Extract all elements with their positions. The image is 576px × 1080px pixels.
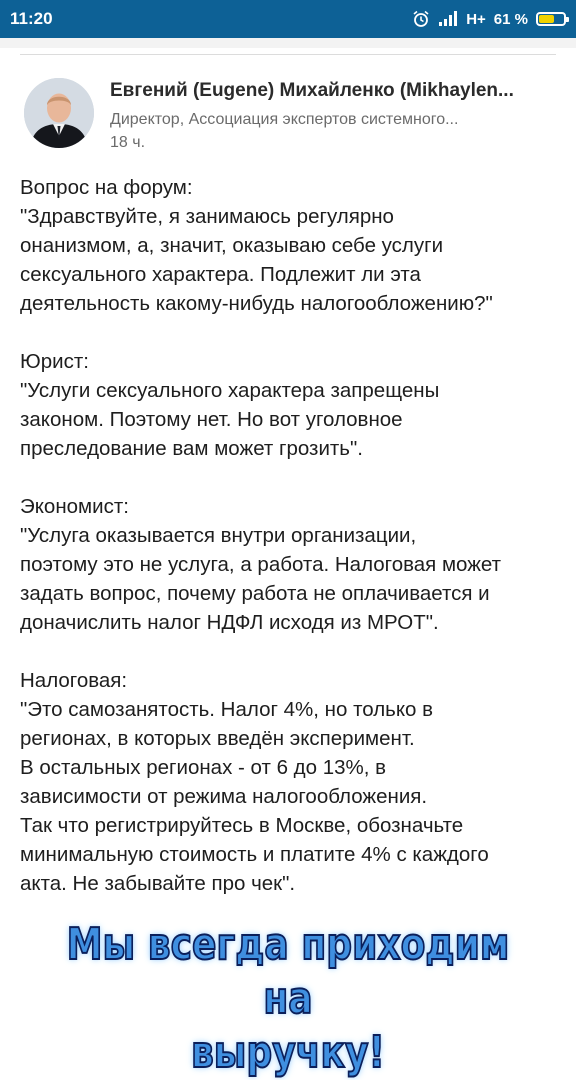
post-header[interactable] (20, 72, 560, 162)
banner-line-2: выручку! (190, 1027, 386, 1078)
post-text-line: Так что регистрируйтесь в Москве, обозначьте (20, 814, 464, 837)
network-type: H+ (466, 10, 486, 28)
avatar[interactable] (24, 78, 94, 148)
post-paragraph (20, 173, 560, 318)
author-name[interactable]: Евгений (Eugene) Михайленко (Mikhaylen... (110, 80, 514, 101)
divider (20, 54, 556, 55)
alarm-icon (412, 10, 430, 28)
post-text-line: законом. Поэтому нет. Но вот уголовное (20, 408, 403, 431)
battery-tip (566, 17, 569, 22)
battery-level (539, 15, 554, 23)
post-paragraph (20, 492, 560, 637)
post-paragraph (20, 347, 560, 463)
post-text-line: задать вопрос, почему работа не оплачивается и (20, 582, 490, 605)
post-text-line: минимальную стоимость и платите 4% с каждого (20, 843, 489, 866)
signal-icon (438, 11, 458, 27)
author-block (110, 78, 560, 154)
post-text-line: "Здравствуйте, я занимаюсь регулярно (20, 205, 394, 228)
top-strip (0, 38, 576, 48)
post-text-line: Налоговая: (20, 669, 128, 692)
post-text-line: деятельность какому-нибудь налогообложению?" (20, 292, 493, 315)
caption-banner (52, 918, 524, 1080)
post-text-line: доначислить налог НДФЛ исходя из МРОТ". (20, 611, 439, 634)
post-text-line: "Услуги сексуального характера запрещены (20, 379, 440, 402)
battery-percent: 61 % (493, 10, 528, 28)
post-text-line: Вопрос на форум: (20, 176, 193, 199)
post-text-line: "Услуга оказывается внутри организации, (20, 524, 417, 547)
status-icons (412, 10, 566, 28)
post-text-line: В остальных регионах - от 6 до 13%, в (20, 756, 387, 779)
post-time: 18 ч. (110, 134, 146, 151)
banner-line-1: Мы всегда приходим на (66, 919, 510, 1024)
post-text-line: "Это самозанятость. Налог 4%, но только в (20, 698, 434, 721)
post-text-line: акта. Не забывайте про чек". (20, 872, 296, 895)
post-text-line: сексуального характера. Подлежит ли эта (20, 263, 421, 286)
post-text-line: зависимости от режима налогообложения. (20, 785, 428, 808)
post-text-line: поэтому это не услуга, а работа. Налоговая может (20, 553, 502, 576)
post-text-line: Юрист: (20, 350, 89, 373)
battery-icon (536, 12, 566, 26)
status-time: 11:20 (10, 9, 53, 28)
post-text-line: регионах, в которых введён эксперимент. (20, 727, 415, 750)
post-text-line: преследование вам может грозить". (20, 437, 363, 460)
post-body (20, 173, 560, 927)
author-title: Директор, Ассоциация экспертов системного... (110, 111, 459, 128)
status-bar (0, 0, 576, 38)
post-text-line: Экономист: (20, 495, 129, 518)
post-paragraph (20, 666, 560, 898)
post-text-line: онанизмом, а, значит, оказываю себе услуги (20, 234, 444, 257)
